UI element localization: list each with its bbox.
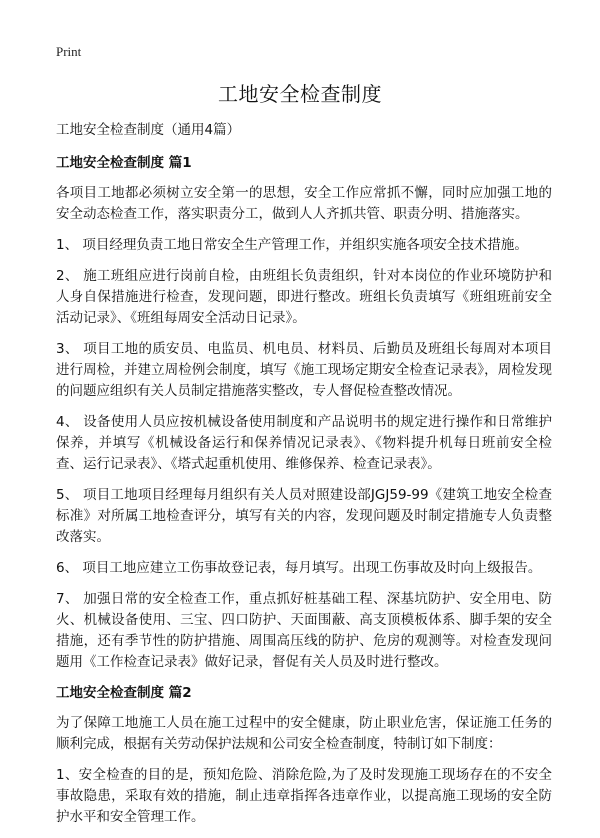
section-heading: 工地安全检查制度 篇2 bbox=[56, 685, 192, 701]
page-title: 工地安全检查制度 bbox=[218, 82, 382, 106]
paragraph: 1、 项目经理负责工地日常安全生产管理工作，并组织实施各项安全技术措施。 bbox=[56, 237, 528, 253]
document-body bbox=[56, 120, 552, 838]
paragraph: 7、 加强日常的安全检查工作，重点抓好桩基础工程、深基坑防护、安全用电、防火、机械设备使用、三宝、四口防护、天面围蔽、高支顶模板体系、脚手架的安全措施，还有季节性的防护措施、周围高压线的防护、危房的观测等。对检查发现问题用《工作检查记录表》做好记录，督促有关人员及时进行整改。 bbox=[56, 591, 552, 670]
paragraph: 6、 项目工地应建立工伤事故登记表，每月填写。出现工伤事故及时向上级报告。 bbox=[56, 560, 542, 576]
print-link[interactable]: Print bbox=[56, 44, 82, 59]
paragraph: 1、安全检查的目的是，预知危险、消除危险,为了及时发现施工现场存在的不安全事故隐患，采取有效的措施，制止违章指挥各违章作业，以提高施工现场的安全防护水平和安全管理工作。 bbox=[56, 767, 552, 825]
paragraph: 5、 项目工地项目经理每月组织有关人员对照建设部JGJ59-99《建筑工地安全检查标准》对所属工地检查评分，填写有关的内容，发现问题及时制定措施专人负责整改落实。 bbox=[56, 487, 552, 545]
paragraph: 2、 施工班组应进行岗前自检，由班组长负责组织，针对本岗位的作业环境防护和人身自保措施进行检查，发现问题，即进行整改。班组长负责填写《班组班前安全活动记录》、《班组每周安全活动日记录》。 bbox=[56, 268, 552, 326]
paragraph: 为了保障工地施工人员在施工过程中的安全健康，防止职业危害，保证施工任务的顺利完成，根据有关劳动保护法规和公司安全检查制度，特制订如下制度： bbox=[56, 715, 552, 752]
document-subtitle: 工地安全检查制度（通用4篇） bbox=[56, 122, 241, 138]
paragraph: 3、 项目工地的质安员、电监员、机电员、材料员、后勤员及班组长每周对本项目进行周检，并建立周检例会制度，填写《施工现场定期安全检查记录表》，周检发现的问题应组织有关人员制定措施落实整改，专人督促检查整改情况。 bbox=[56, 341, 552, 399]
section-2 bbox=[56, 683, 552, 828]
section-heading: 工地安全检查制度 篇1 bbox=[56, 155, 192, 171]
paragraph: 各项目工地都必须树立安全第一的思想，安全工作应常抓不懈，同时应加强工地的安全动态检查工作，落实职责分工，做到人人齐抓共管、职责分明、措施落实。 bbox=[56, 185, 552, 222]
paragraph: 4、 设备使用人员应按机械设备使用制度和产品说明书的规定进行操作和日常维护保养，并填写《机械设备运行和保养情况记录表》、《物料提升机每日班前安全检查、运行记录表》、《塔式起重机使用、维修保养、检查记录表》。 bbox=[56, 414, 552, 472]
section-1 bbox=[56, 153, 552, 673]
